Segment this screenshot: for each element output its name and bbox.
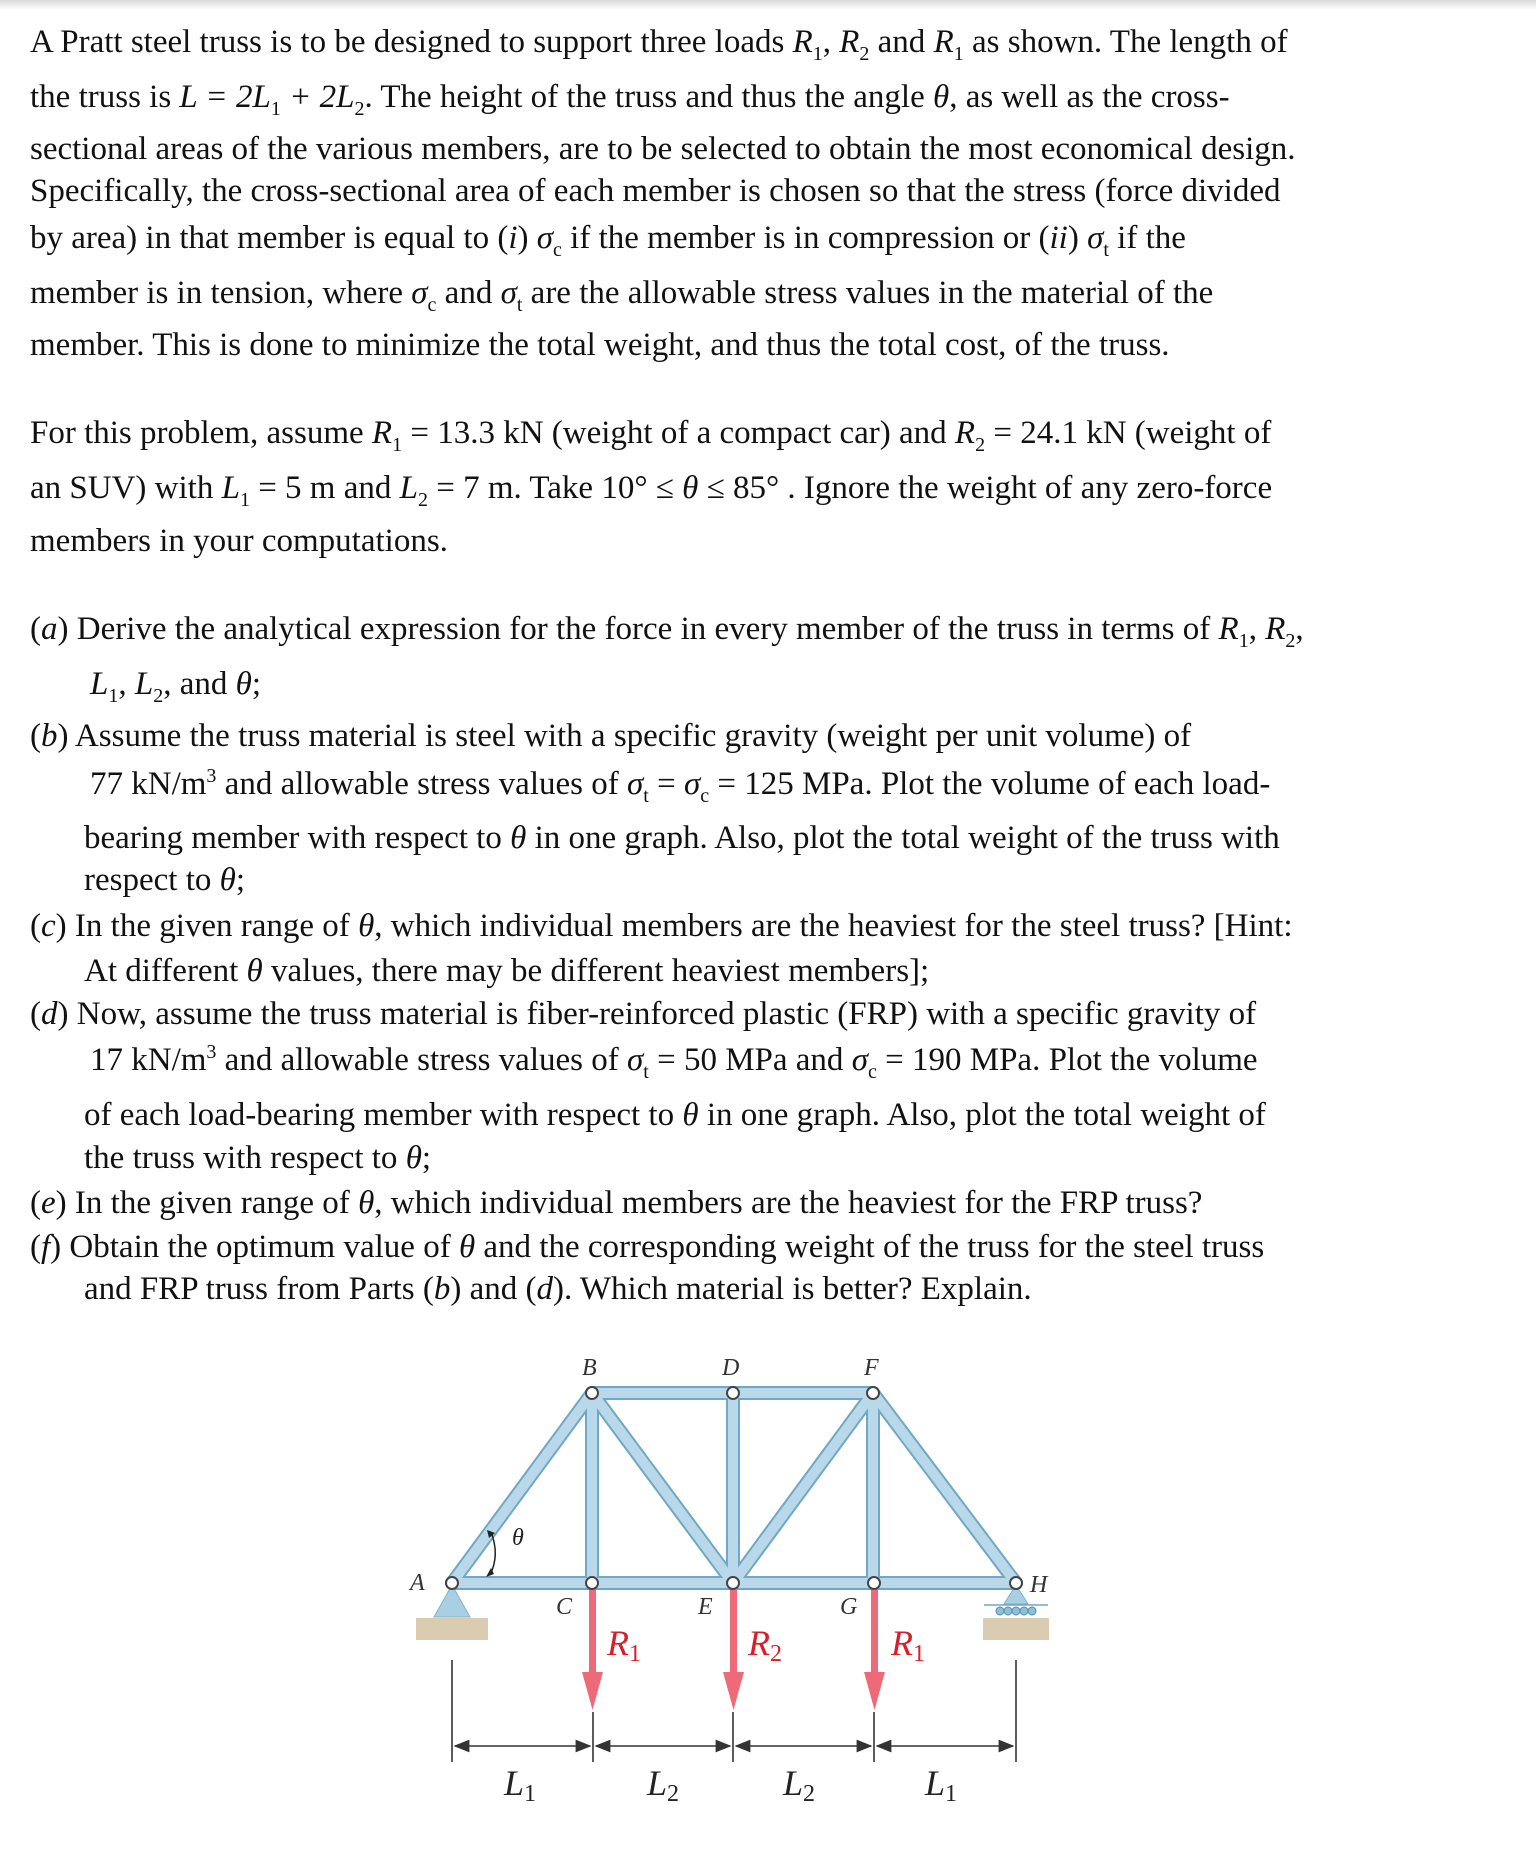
dimension-labels <box>503 1763 957 1807</box>
part-f: (f) Obtain the optimum value of θ and the corresponding weight of the truss for the steel truss <box>30 1229 1265 1265</box>
part-c-cont: At different θ values, there may be different heaviest members]; <box>84 953 930 989</box>
svg-text:L2: L2 <box>783 1763 816 1807</box>
part-d: (d) Now, assume the truss material is fiber-reinforced plastic (FRP) with a specific gravity of <box>30 996 1257 1032</box>
svg-text:R1: R1 <box>607 1623 641 1667</box>
part-d-cont: the truss with respect to θ; <box>84 1140 432 1176</box>
svg-text:R2: R2 <box>748 1623 782 1667</box>
part-a-cont: $L_1$, $L_2$, and θ; <box>90 666 262 707</box>
pin-support-a <box>416 1585 488 1640</box>
text-line: members in your computations. <box>30 523 448 559</box>
text-line: the truss is $L = 2L_1 + 2L_2$. The height of the truss and thus the angle θ, as well as the cross- <box>30 79 1230 120</box>
text-line: sectional areas of the various members, are to be selected to obtain the most economical design. <box>30 131 1296 167</box>
text-line: A Pratt steel truss is to be designed to support three loads $R_1$, $R_2$ and $R_1$ as shown. The length of <box>30 24 1288 65</box>
svg-text:θ: θ <box>512 1525 524 1551</box>
text-line: member. This is done to minimize the total weight, and thus the total cost, of the truss. <box>30 327 1170 363</box>
part-d-cont: 17 $kN/m^3$ and allowable stress values of $\sigma_t = 50$ MPa and $\sigma_c = 190$ MPa. Plot the volume <box>90 1041 1258 1083</box>
text-line: member is in tension, where $\sigma_c$ and $\sigma_t$ are the allowable stress values in the material of the <box>30 275 1214 316</box>
svg-text:E: E <box>698 1594 713 1620</box>
part-b-cont: respect to θ; <box>84 862 245 898</box>
svg-text:L1: L1 <box>504 1763 537 1807</box>
part-b-cont: 77 $kN/m^3$ and allowable stress values of $\sigma_t = \sigma_c = 125$ MPa. Plot the volume of each load- <box>90 765 1271 807</box>
svg-text:L2: L2 <box>647 1763 680 1807</box>
truss-members-fill <box>452 1393 1016 1583</box>
svg-text:B: B <box>582 1355 597 1381</box>
svg-text:H: H <box>1030 1572 1048 1598</box>
part-b: (b) Assume the truss material is steel with a specific gravity (weight per unit volume) of <box>30 718 1192 754</box>
text-line: For this problem, assume $R_1 = 13.3$ kN (weight of a compact car) and $R_2 = 24.1$ kN (weight of <box>30 415 1272 456</box>
part-f-cont: and FRP truss from Parts (b) and (d). Which material is better? Explain. <box>84 1271 1032 1307</box>
part-e: (e) In the given range of θ, which individual members are the heaviest for the FRP truss? <box>30 1185 1203 1221</box>
text-line: Specifically, the cross-sectional area of each member is chosen so that the stress (force divided <box>30 173 1281 209</box>
part-a: (a) Derive the analytical expression for the force in every member of the truss in terms of $R_1$, $R_2$, <box>30 611 1304 652</box>
text-line: an SUV) with $L_1 = 5$ m and $L_2 = 7$ m. Take 10° ≤ θ ≤ 85° . Ignore the weight of any zero-force <box>30 470 1273 511</box>
svg-text:D: D <box>722 1355 740 1381</box>
svg-text:G: G <box>840 1594 858 1620</box>
part-c: (c) In the given range of θ, which individual members are the heaviest for the steel truss? [Hint: <box>30 908 1293 944</box>
text-line: by area) in that member is equal to (i) $\sigma_c$ if the member is in compression or (ii) $\sigma_t$ if the <box>30 220 1186 261</box>
svg-text:R1: R1 <box>891 1623 925 1667</box>
svg-text:C: C <box>556 1594 573 1620</box>
part-b-cont: bearing member with respect to θ in one graph. Also, plot the total weight of the truss with <box>84 820 1280 856</box>
svg-text:A: A <box>410 1570 425 1596</box>
svg-text:F: F <box>864 1355 879 1381</box>
svg-text:L1: L1 <box>925 1763 958 1807</box>
angle-theta-indicator <box>486 1525 524 1577</box>
part-d-cont: of each load-bearing member with respect to θ in one graph. Also, plot the total weight of <box>84 1097 1266 1133</box>
